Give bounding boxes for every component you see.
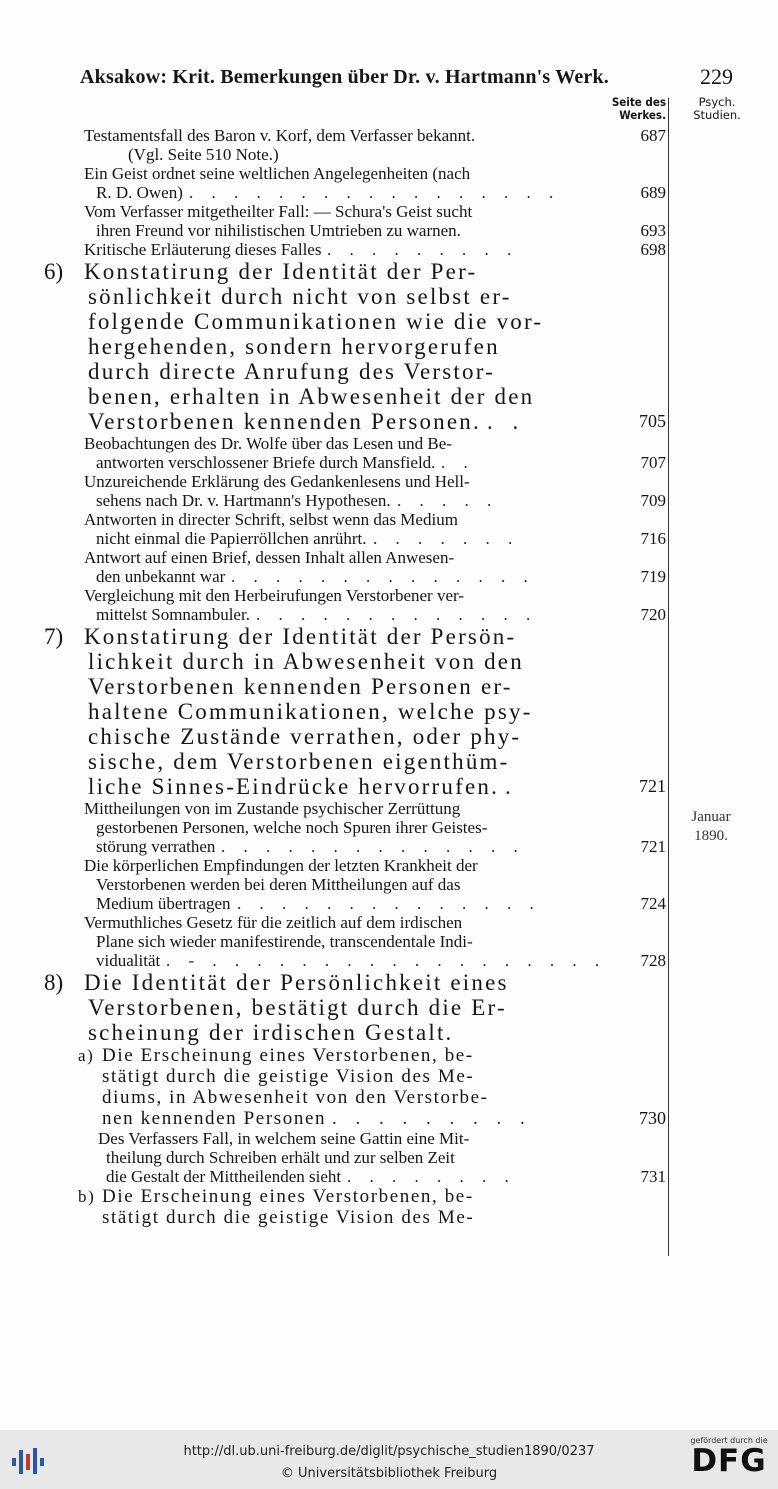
toc-entry-text: durch directe Anrufung des Verstor- (88, 359, 495, 384)
toc-page-number: 707 (640, 453, 666, 472)
toc-entry-text: hergehenden, sondern hervorgerufen (88, 334, 500, 359)
dot-leader: . - . . . . . . . . . . . . . . . . . . (166, 951, 607, 970)
margin-note-line: 1890. (694, 828, 728, 844)
toc-line (0, 894, 778, 913)
toc-entry-text: stätigt durch die geistige Vision des Me- (102, 1066, 475, 1087)
toc-line (0, 472, 778, 491)
toc-entry-text: vidualität (96, 951, 161, 970)
toc-entry-text: den unbekannt war (96, 567, 226, 586)
toc-line (0, 284, 778, 309)
toc-entry-text: sehens nach Dr. v. Hartmann's Hypothesen. (96, 491, 391, 510)
toc-line (0, 164, 778, 183)
toc-page-number: 693 (640, 221, 666, 240)
margin-note-line: Januar (691, 809, 731, 825)
toc-line (0, 259, 778, 284)
toc-page-number: 720 (640, 605, 666, 624)
toc-line (0, 240, 778, 259)
subsection-letter: b) (78, 1187, 96, 1206)
toc-page-number: 716 (640, 529, 666, 548)
toc-entry-text: Vergleichung mit den Herbeirufungen Verstorbener ver- (84, 586, 464, 605)
toc-line (0, 875, 778, 894)
toc-entry-text: benen, erhalten in Abwesenheit der den (88, 384, 535, 409)
toc-line (0, 221, 778, 240)
toc-line (0, 932, 778, 951)
toc-line (0, 1129, 778, 1148)
toc-line (0, 202, 778, 221)
toc-entry-text: folgende Communikationen wie die vor- (88, 309, 544, 334)
section-number: 8) (44, 970, 64, 995)
toc-page-number: 728 (640, 951, 666, 970)
toc-entry-text: (Vgl. Seite 510 Note.) (128, 145, 279, 164)
source-url[interactable]: http://dl.ub.uni-freiburg.de/diglit/psychische_studien1890/0237 (183, 1444, 595, 1459)
toc-entry-text: Medium übertragen (96, 894, 231, 913)
dot-leader: . (505, 774, 518, 799)
toc-entry-text: stätigt durch die geistige Vision des Me- (102, 1207, 475, 1228)
toc-entry-text: Verstorbenen kennenden Personen er- (88, 674, 513, 699)
dot-leader: . . . . . . . . . . . . . . (231, 567, 535, 586)
toc-entry-text: R. D. Owen) (96, 183, 183, 202)
toc-entry-text: Die Erscheinung eines Verstorbenen, be- (102, 1045, 474, 1066)
toc-line (0, 837, 778, 856)
toc-line (0, 1087, 778, 1108)
toc-entry-text: diums, in Abwesenheit von den Verstorbe- (102, 1087, 489, 1108)
subsection-letter: a) (78, 1046, 95, 1065)
toc-line (0, 567, 778, 586)
side-head-line: Studien. (693, 108, 741, 122)
toc-entry-text: Verstorbenen kennenden Personen. (88, 409, 481, 434)
toc-entry-text: Antwort auf einen Brief, dessen Inhalt allen Anwesen- (84, 548, 455, 567)
toc-entry-text: Mittheilungen von im Zustande psychischer Zerrüttung (84, 799, 461, 818)
toc-line (0, 774, 778, 799)
toc-line (0, 1207, 778, 1228)
toc-line (0, 1020, 778, 1045)
toc-line (0, 183, 778, 202)
toc-line (0, 434, 778, 453)
toc-entry-text: Testamentsfall des Baron v. Korf, dem Verfasser bekannt. (84, 126, 476, 145)
toc-line (0, 699, 778, 724)
toc-entry-text: die Gestalt der Mittheilenden sieht (106, 1167, 342, 1186)
toc-entry-text: Verstorbenen, bestätigt durch die Er- (88, 995, 507, 1020)
column-head-line: Seite des (611, 95, 666, 109)
toc-entry-text: gestorbenen Personen, welche noch Spuren ihrer Geistes- (96, 818, 488, 837)
toc-line (0, 913, 778, 932)
toc-entry-text: nicht einmal die Papierröllchen anrührt. (96, 529, 367, 548)
page-number: 229 (700, 64, 733, 89)
toc-entry-text: antworten verschlossener Briefe durch Mansfield. (96, 453, 436, 472)
dot-leader: . . . . . . . . . . . . . . (237, 894, 541, 913)
side-head-line: Psych. (698, 95, 736, 109)
toc-line (0, 145, 778, 164)
toc-entry-text: sönlichkeit durch nicht von selbst er- (88, 284, 512, 309)
dot-leader: . . . . . . . . . (327, 240, 519, 259)
dfg-logo (688, 1436, 770, 1477)
toc-line (0, 995, 778, 1020)
toc-entry-text: lichkeit durch in Abwesenheit von den (88, 649, 524, 674)
toc-entry-text: Die Erscheinung eines Verstorbenen, be- (102, 1186, 474, 1207)
toc-line (0, 359, 778, 384)
toc-entry-text: Beobachtungen des Dr. Wolfe über das Lesen und Be- (84, 434, 452, 453)
toc-page-number: 721 (640, 837, 666, 856)
toc-entry-text: störung verrathen (96, 837, 216, 856)
dot-leader: . . . . . . . (373, 529, 520, 548)
toc-page-number: 730 (639, 1108, 666, 1128)
running-title: Aksakow: Krit. Bemerkungen über Dr. v. Hartmann's Werk. (80, 66, 609, 88)
toc-line (0, 334, 778, 359)
footer-bar (0, 1430, 778, 1489)
toc-entry-text: haltene Communikationen, welche psy- (88, 699, 533, 724)
toc-line (0, 1108, 778, 1129)
toc-line (0, 586, 778, 605)
toc-entry-text: Antworten in directer Schrift, selbst wenn das Medium (84, 510, 458, 529)
toc-line (0, 491, 778, 510)
toc-line (0, 749, 778, 774)
dot-leader: . . . . . (397, 491, 499, 510)
toc-line (0, 818, 778, 837)
copyright-notice: © Universitätsbibliothek Freiburg (280, 1466, 498, 1481)
column-head (596, 96, 666, 122)
toc-line (0, 649, 778, 674)
dot-leader: . . . . . . . . . (332, 1108, 532, 1129)
toc-line (0, 1148, 778, 1167)
toc-line (0, 453, 778, 472)
toc-line (0, 724, 778, 749)
toc-line (0, 799, 778, 818)
table-of-contents (0, 126, 778, 1228)
toc-entry-text: Kritische Erläuterung dieses Falles (84, 240, 322, 259)
dfg-wordmark: DFG (691, 1443, 767, 1479)
toc-entry-text: Konstatirung der Identität der Per- (84, 259, 478, 284)
section-number: 6) (44, 259, 64, 284)
toc-entry-text: chische Zustände verrathen, oder phy- (88, 724, 522, 749)
toc-entry-text: scheinung der irdischen Gestalt. (88, 1020, 454, 1045)
toc-entry-text: Die Identität der Persönlichkeit eines (84, 970, 509, 995)
toc-entry-text: Vom Verfasser mitgetheilter Fall: — Schura's Geist sucht (84, 202, 473, 221)
toc-line (0, 1045, 778, 1066)
toc-entry-text: liche Sinnes-Eindrücke hervorrufen. (88, 774, 500, 799)
funder-caption: gefördert durch die (690, 1436, 768, 1445)
toc-line (0, 1167, 778, 1186)
toc-entry-text: Ein Geist ordnet seine weltlichen Angelegenheiten (nach (84, 164, 471, 183)
margin-date-note (676, 808, 746, 846)
toc-entry-text: Vermuthliches Gesetz für die zeitlich auf dem irdischen (84, 913, 463, 932)
dot-leader: . . (441, 453, 475, 472)
toc-entry-text: mittelst Somnambuler. (96, 605, 250, 624)
toc-entry-text: Plane sich wieder manifestirende, transcendentale Indi- (96, 932, 473, 951)
section-number: 7) (44, 624, 64, 649)
toc-entry-text: nen kennenden Personen (102, 1108, 327, 1129)
toc-line (0, 126, 778, 145)
toc-entry-text: ihren Freund vor nihilistischen Umtrieben zu warnen. (96, 221, 461, 240)
dot-leader: . . (487, 409, 526, 434)
toc-line (0, 970, 778, 995)
dot-leader: . . . . . . . . . . . . . . (221, 837, 525, 856)
toc-line (0, 309, 778, 334)
toc-page-number: 687 (640, 126, 666, 145)
toc-page-number: 705 (639, 411, 666, 431)
toc-entry-text: Konstatirung der Identität der Persön- (84, 624, 517, 649)
toc-entry-text: Verstorbenen werden bei deren Mittheilungen auf das (96, 875, 461, 894)
toc-page-number: 719 (640, 567, 666, 586)
dot-leader: . . . . . . . . . . . . . . . . . (189, 183, 561, 202)
toc-entry-text: sische, dem Verstorbenen eigenthüm- (88, 749, 510, 774)
toc-entry-text: Des Verfassers Fall, in welchem seine Gattin eine Mit- (98, 1129, 470, 1148)
column-head-line: Werkes. (619, 108, 666, 122)
toc-line (0, 674, 778, 699)
side-column-head (682, 96, 752, 122)
toc-page-number: 731 (640, 1167, 666, 1186)
toc-line (0, 1066, 778, 1087)
toc-entry-text: theilung durch Schreiben erhält und zur selben Zeit (106, 1148, 455, 1167)
toc-entry-text: Die körperlichen Empfindungen der letzten Krankheit der (84, 856, 478, 875)
toc-page-number: 721 (639, 776, 666, 796)
toc-line (0, 856, 778, 875)
toc-page-number: 689 (640, 183, 666, 202)
dot-leader: . . . . . . . . . . . . . (256, 605, 538, 624)
toc-line (0, 548, 778, 567)
toc-line (0, 624, 778, 649)
toc-line (0, 384, 778, 409)
toc-entry-text: Unzureichende Erklärung des Gedankenlesens und Hell- (84, 472, 470, 491)
toc-page-number: 698 (640, 240, 666, 259)
toc-page-number: 724 (640, 894, 666, 913)
toc-line (0, 1186, 778, 1207)
toc-line (0, 510, 778, 529)
dot-leader: . . . . . . . . (347, 1167, 516, 1186)
toc-line (0, 605, 778, 624)
toc-page-number: 709 (640, 491, 666, 510)
toc-line (0, 951, 778, 970)
toc-line (0, 409, 778, 434)
toc-line (0, 529, 778, 548)
